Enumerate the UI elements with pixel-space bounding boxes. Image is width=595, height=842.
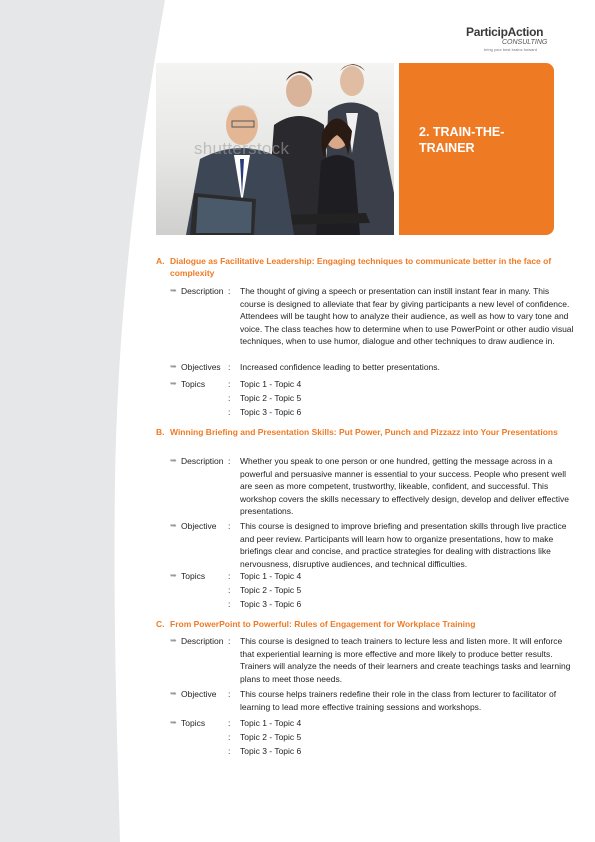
row-colon: : xyxy=(228,407,231,417)
section-letter: A. xyxy=(156,256,165,266)
detail-row-objectives xyxy=(170,361,580,374)
arrow-bullet-icon: ➥ xyxy=(170,689,177,698)
detail-row-objective xyxy=(170,688,580,713)
detail-row-description xyxy=(170,635,580,685)
row-value: Topic 2 - Topic 5 xyxy=(240,393,302,403)
row-label: Objectives xyxy=(181,362,221,372)
row-colon: : xyxy=(228,286,231,296)
row-value: This course is designed to improve briefing and presentation skills through live practice and peer review. Participants will learn how to organize presentations, how to make briefings clear and concise, and practice strategies for dealing with distractions like nervousness, disruptive audiences, and technical difficulties. xyxy=(240,521,567,569)
row-value: Topic 1 - Topic 4 xyxy=(240,571,302,581)
row-label: Topics xyxy=(181,379,206,389)
row-value: Topic 2 - Topic 5 xyxy=(240,585,302,595)
detail-row-topics xyxy=(170,598,580,611)
arrow-bullet-icon: ➥ xyxy=(170,718,177,727)
row-value: The thought of giving a speech or presentation can instill instant fear in many. This course is designed to alleviate that fear by giving participants a new level of confidence. Attendees will be taught how to analyze their audience, as well as how to vary tone and voice. The class teaches how to determine when to use PowerPoint or other audio visual techniques, when to use humor, dialogue and other techniques to draw audience in. xyxy=(240,286,574,346)
page-title: 2. TRAIN-THE-TRAINER xyxy=(419,125,505,155)
row-value: Topic 1 - Topic 4 xyxy=(240,379,302,389)
section-letter: C. xyxy=(156,619,165,629)
row-label: Description xyxy=(181,286,224,296)
row-colon: : xyxy=(228,746,231,756)
detail-row-topics xyxy=(170,717,580,730)
arrow-bullet-icon: ➥ xyxy=(170,286,177,295)
arrow-bullet-icon: ➥ xyxy=(170,521,177,530)
section-c-heading xyxy=(156,618,566,630)
detail-row-topics xyxy=(170,745,580,758)
section-b-heading xyxy=(156,426,566,438)
row-colon: : xyxy=(228,599,231,609)
detail-row-topics xyxy=(170,392,580,405)
row-colon: : xyxy=(228,456,231,466)
row-value: Topic 1 - Topic 4 xyxy=(240,718,302,728)
row-label: Topics xyxy=(181,718,206,728)
section-title: Winning Briefing and Presentation Skills: Put Power, Punch and Pizzazz into Your Presentations xyxy=(170,427,558,437)
row-label: Objective xyxy=(181,689,217,699)
row-value: Topic 2 - Topic 5 xyxy=(240,732,302,742)
hero-photo xyxy=(156,63,394,235)
logo-sub-text: CONSULTING xyxy=(502,39,548,46)
row-colon: : xyxy=(228,521,231,531)
arrow-bullet-icon: ➥ xyxy=(170,456,177,465)
row-value: Topic 3 - Topic 6 xyxy=(240,746,302,756)
detail-row-topics xyxy=(170,406,580,419)
row-colon: : xyxy=(228,585,231,595)
detail-row-topics xyxy=(170,584,580,597)
row-value: This course is designed to teach trainers to lecture less and listen more. It will enforce that experiential learning is more effective and more likely to produce better results. Trainers will analyze the needs of their learners and create teachings tasks and learning plans to meet those needs. xyxy=(240,636,571,684)
section-title: From PowerPoint to Powerful: Rules of Engagement for Workplace Training xyxy=(170,619,476,629)
side-swoosh-decoration xyxy=(0,0,170,842)
photo-watermark: shutterstock xyxy=(194,139,290,158)
arrow-bullet-icon: ➥ xyxy=(170,362,177,371)
row-value: Whether you speak to one person or one hundred, getting the message across in a powerful and persuasive manner is essential to your success. People who present well are seen as more competent, trustworthy, likeable, confident, and successful. This workshop covers the skills necessary to effectively design, develop and deliver effective presentations. xyxy=(240,456,569,516)
row-value: Topic 3 - Topic 6 xyxy=(240,599,302,609)
arrow-bullet-icon: ➥ xyxy=(170,379,177,388)
logo-tagline: bring your best brains forward xyxy=(484,47,537,52)
row-label: Description xyxy=(181,456,224,466)
row-colon: : xyxy=(228,393,231,403)
row-label: Objective xyxy=(181,521,217,531)
detail-row-objective xyxy=(170,520,580,570)
arrow-bullet-icon: ➥ xyxy=(170,571,177,580)
row-colon: : xyxy=(228,689,231,699)
section-a-heading xyxy=(156,255,566,279)
row-colon: : xyxy=(228,718,231,728)
detail-row-description xyxy=(170,285,580,348)
row-colon: : xyxy=(228,379,231,389)
row-label: Topics xyxy=(181,571,206,581)
detail-row-topics xyxy=(170,731,580,744)
row-value: Topic 3 - Topic 6 xyxy=(240,407,302,417)
row-colon: : xyxy=(228,732,231,742)
section-title: Dialogue as Facilitative Leadership: Engaging techniques to communicate better in the face of complexity xyxy=(170,256,552,278)
row-value: Increased confidence leading to better presentations. xyxy=(240,362,440,372)
section-title-box xyxy=(399,63,554,235)
row-value: This course helps trainers redefine their role in the class from lecturer to facilitator of learning to lead more effective training sessions and workshops. xyxy=(240,689,557,712)
row-colon: : xyxy=(228,571,231,581)
logo-main-text: ParticipAction xyxy=(466,25,544,39)
row-label: Description xyxy=(181,636,224,646)
row-colon: : xyxy=(228,362,231,372)
row-colon: : xyxy=(228,636,231,646)
detail-row-description xyxy=(170,455,580,518)
arrow-bullet-icon: ➥ xyxy=(170,636,177,645)
detail-row-topics xyxy=(170,378,580,391)
section-letter: B. xyxy=(156,427,165,437)
detail-row-topics xyxy=(170,570,580,583)
company-logo xyxy=(466,25,566,55)
